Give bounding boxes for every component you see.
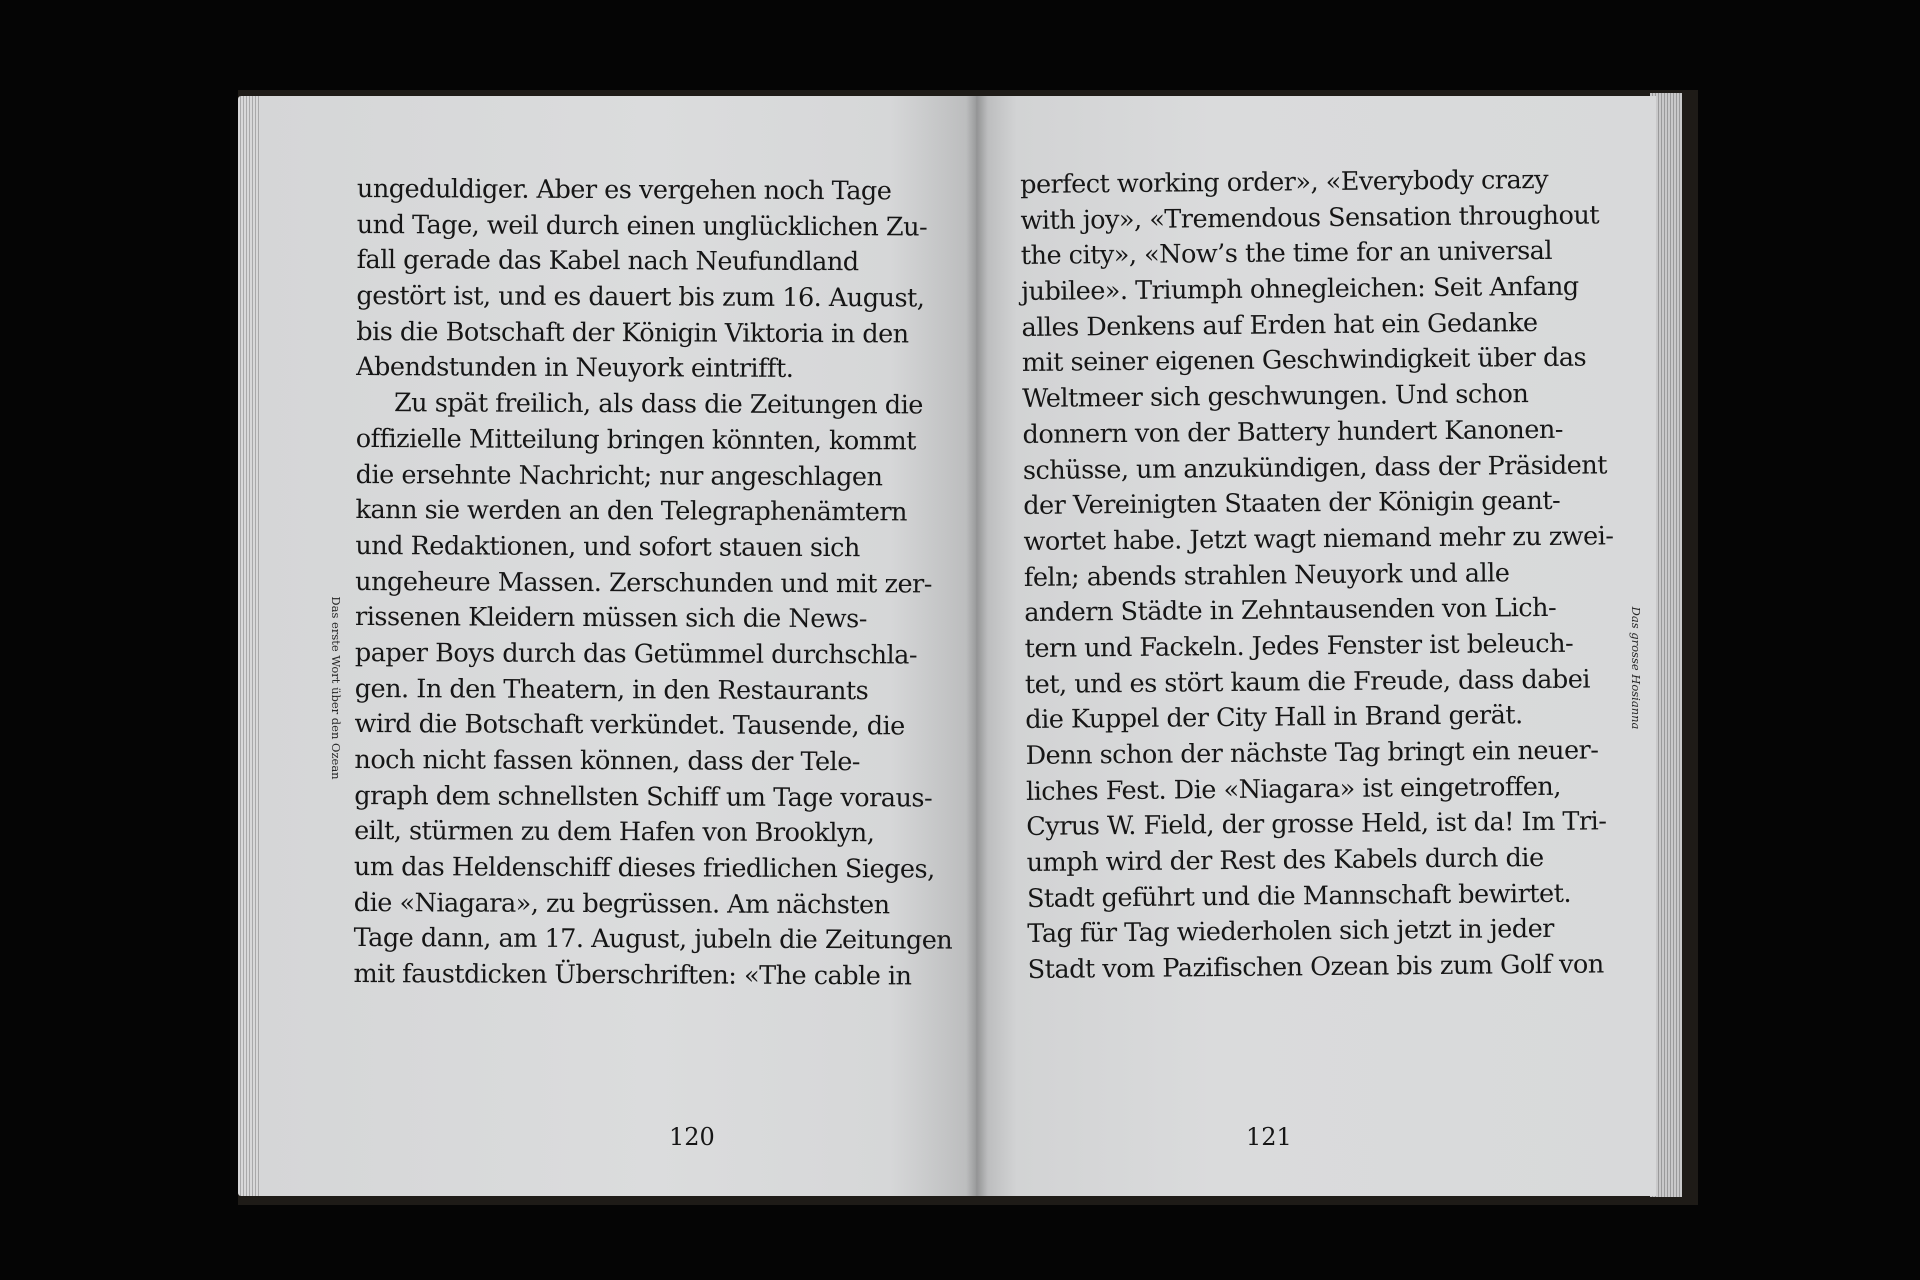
text-line: Tage dann, am 17. August, jubeln die Zeitungen: [353, 923, 953, 957]
right-page-number: 121: [1246, 1123, 1292, 1151]
text-line: die ersehnte Nachricht; nur angeschlagen: [355, 459, 883, 492]
text-line: Stadt vom Pazifischen Ozean bis zum Golf von: [1027, 949, 1604, 986]
text-line: mit faustdicken Überschriften: «The cable in: [353, 959, 912, 992]
text-line: paper Boys durch das Getümmel durchschla-: [354, 637, 918, 671]
text-line: feln; abends strahlen Neuyork und alle: [1023, 557, 1510, 593]
text-line: ungeheure Massen. Zerschunden und mit zer-: [355, 566, 932, 600]
text-line: graph dem schnellsten Schiff um Tage voraus-: [354, 780, 933, 814]
text-line: Cyrus W. Field, der grosse Held, ist da! Im Tri-: [1026, 806, 1607, 843]
text-line: fall gerade das Kabel nach Neufundland: [356, 245, 859, 278]
text-line: tern und Fackeln. Jedes Fenster ist beleuch-: [1024, 628, 1574, 664]
text-line: alles Denkens auf Erden hat ein Gedanke: [1021, 307, 1538, 343]
text-line: andern Städte in Zehntausenden von Lich-: [1024, 593, 1557, 629]
left-running-head: Das erste Wort über den Ozean: [329, 596, 343, 780]
book-gutter: [966, 96, 988, 1196]
text-line: und Tage, weil durch einen unglücklichen Zu-: [356, 209, 928, 243]
text-line: donnern von der Battery hundert Kanonen-: [1022, 414, 1564, 450]
text-line: jubilee». Triumph ohnegleichen: Seit Anfang: [1021, 271, 1579, 308]
text-line: offizielle Mitteilung bringen könnten, kommt: [355, 423, 916, 457]
text-line: mit seiner eigenen Geschwindigkeit über das: [1021, 343, 1587, 379]
text-line: Weltmeer sich geschwungen. Und schon: [1022, 379, 1529, 415]
text-line: rissenen Kleidern müssen sich die News-: [354, 602, 867, 635]
text-line: the city», «Now’s the time for an universal: [1020, 236, 1553, 272]
left-page-body-text: [353, 172, 955, 995]
text-line: gen. In den Theatern, in den Restaurants: [354, 673, 869, 706]
text-line: noch nicht fassen können, dass der Tele-: [354, 744, 861, 778]
text-line: Tag für Tag wiederholen sich jetzt in jeder: [1027, 914, 1555, 950]
text-line: wird die Botschaft verkündet. Tausende, die: [354, 709, 905, 742]
text-line: schüsse, um anzukündigen, dass der Präsident: [1022, 449, 1608, 486]
text-line: liches Fest. Die «Niagara» ist eingetroffen,: [1025, 771, 1562, 807]
text-line: with joy», «Tremendous Sensation throughout: [1020, 200, 1600, 236]
text-line: der Vereinigten Staaten der Königin geant-: [1023, 486, 1561, 522]
text-line: und Redaktionen, und sofort stauen sich: [355, 530, 860, 564]
text-line: tet, und es stört kaum die Freude, dass dabei: [1024, 664, 1591, 700]
right-page-body-text: [1020, 162, 1618, 988]
text-line: Abendstunden in Neuyork eintrifft.: [356, 352, 794, 385]
text-line: umph wird der Rest des Kabels durch die: [1026, 843, 1544, 879]
text-line: die Kuppel der City Hall in Brand gerät.: [1025, 700, 1523, 736]
text-line: perfect working order», «Everybody crazy: [1020, 164, 1549, 200]
text-line: kann sie werden an den Telegraphenämtern: [355, 495, 908, 528]
text-line: eilt, stürmen zu dem Hafen von Brooklyn,: [354, 816, 875, 849]
left-page-number: 120: [669, 1123, 715, 1151]
text-line: Stadt geführt und die Mannschaft bewirtet.: [1026, 878, 1572, 914]
text-line: gestört ist, und es dauert bis zum 16. August,: [356, 281, 925, 314]
text-line: ungeduldiger. Aber es vergehen noch Tage: [356, 173, 892, 207]
text-line: Denn schon der nächste Tag bringt ein neuer-: [1025, 735, 1599, 771]
right-running-head: Das grosse Hosianna: [1629, 606, 1643, 730]
text-line: bis die Botschaft der Königin Viktoria in den: [356, 316, 909, 350]
text-line-paragraph-start: Zu spät freilich, als dass die Zeitungen die: [393, 388, 923, 421]
text-line: wortet habe. Jetzt wagt niemand mehr zu zwei-: [1023, 521, 1614, 557]
text-line: die «Niagara», zu begrüssen. Am nächsten: [353, 887, 890, 921]
text-line: um das Heldenschiff dieses friedlichen Sieges,: [353, 852, 935, 885]
